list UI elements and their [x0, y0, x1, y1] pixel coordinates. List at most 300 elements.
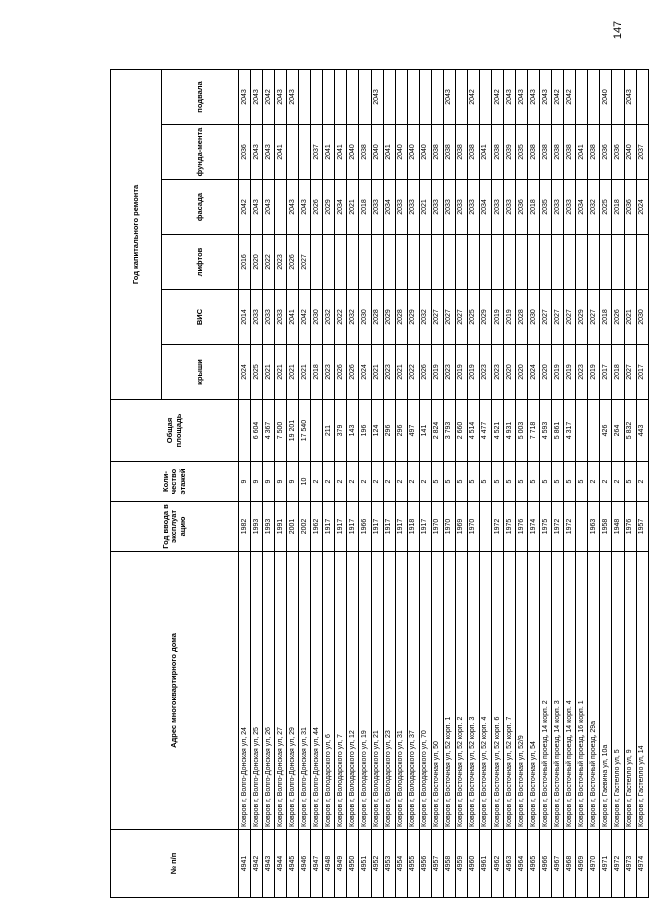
cell-year: 1976	[516, 502, 528, 552]
table-row	[311, 69, 323, 897]
cell-address: Ковров г, Володарского ул, 21	[371, 552, 383, 830]
cell-year: 1917	[335, 502, 347, 552]
cell-basement	[419, 69, 431, 124]
cell-foundation: 2041	[479, 125, 491, 180]
header-foundation: фунда-мента	[162, 125, 239, 180]
cell-roof: 2020	[504, 345, 516, 400]
cell-year: 1972	[552, 502, 564, 552]
header-repair-group: Год капитального ремонта	[111, 69, 162, 399]
cell-lifts	[504, 235, 516, 290]
cell-vis: 2029	[479, 290, 491, 345]
cell-foundation: 2036	[239, 125, 251, 180]
cell-address: Ковров г, Володарского ул, 37	[407, 552, 419, 830]
cell-facade: 2033	[491, 180, 503, 235]
table-row	[636, 69, 648, 897]
cell-num: 4959	[455, 830, 467, 898]
cell-num: 4964	[516, 830, 528, 898]
cell-foundation	[299, 125, 311, 180]
cell-address: Ковров г, Восточная ул, 52/9	[516, 552, 528, 830]
cell-area: 4 514	[467, 400, 479, 462]
cell-year: 1917	[419, 502, 431, 552]
cell-facade: 2033	[455, 180, 467, 235]
cell-lifts	[335, 235, 347, 290]
cell-address: Ковров г, Володарского ул, 6	[323, 552, 335, 830]
cell-address: Ковров г, Гаевина ул, 10а	[600, 552, 612, 830]
cell-num: 4967	[552, 830, 564, 898]
cell-facade: 2018	[359, 180, 371, 235]
cell-facade: 2033	[431, 180, 443, 235]
cell-basement: 2042	[491, 69, 503, 124]
cell-basement	[347, 69, 359, 124]
table-row	[239, 69, 251, 897]
table-row	[576, 69, 588, 897]
header-facade: фасада	[162, 180, 239, 235]
cell-floors: 2	[359, 462, 371, 502]
cell-floors: 5	[516, 462, 528, 502]
cell-num: 4966	[540, 830, 552, 898]
cell-vis: 2028	[516, 290, 528, 345]
cell-address: Ковров г, Волго-Донская ул, 24	[239, 552, 251, 830]
cell-floors: 2	[383, 462, 395, 502]
cell-foundation: 2043	[263, 125, 275, 180]
cell-area: 6 604	[251, 400, 263, 462]
cell-address: Ковров г, Волго-Донская ул, 27	[275, 552, 287, 830]
cell-address: Ковров г, Восточный проезд, 14 корп. 3	[552, 552, 564, 830]
cell-address: Ковров г, Володарского ул, 7	[335, 552, 347, 830]
cell-year: 1918	[407, 502, 419, 552]
cell-basement: 2042	[467, 69, 479, 124]
cell-basement: 2043	[516, 69, 528, 124]
cell-area: 143	[347, 400, 359, 462]
cell-basement	[636, 69, 648, 124]
cell-address: Ковров г, Володарского ул, 70	[419, 552, 431, 830]
table-row	[552, 69, 564, 897]
cell-year: 1969	[455, 502, 467, 552]
cell-roof: 2019	[588, 345, 600, 400]
cell-num: 4962	[491, 830, 503, 898]
cell-lifts: 2020	[251, 235, 263, 290]
cell-foundation: 2039	[504, 125, 516, 180]
cell-num: 4949	[335, 830, 347, 898]
cell-address: Ковров г, Володарского ул, 23	[383, 552, 395, 830]
cell-basement: 2043	[528, 69, 540, 124]
header-roof: крыши	[162, 345, 239, 400]
cell-num: 4942	[251, 830, 263, 898]
cell-floors: 2	[636, 462, 648, 502]
cell-foundation: 2038	[540, 125, 552, 180]
cell-foundation: 2037	[636, 125, 648, 180]
cell-area	[311, 400, 323, 462]
cell-vis: 2027	[443, 290, 455, 345]
cell-address: Ковров г, Володарского ул, 12	[347, 552, 359, 830]
cell-num: 4957	[431, 830, 443, 898]
table-row	[431, 69, 443, 897]
cell-address: Ковров г, Восточный проезд, 16 корп. 1	[576, 552, 588, 830]
cell-roof: 2023	[479, 345, 491, 400]
cell-roof: 2027	[624, 345, 636, 400]
cell-address: Ковров г, Володарского ул, 19	[359, 552, 371, 830]
cell-floors: 5	[564, 462, 576, 502]
cell-lifts	[419, 235, 431, 290]
cell-vis: 2029	[383, 290, 395, 345]
cell-roof: 2024	[528, 345, 540, 400]
cell-facade: 2021	[347, 180, 359, 235]
cell-vis: 2018	[600, 290, 612, 345]
cell-lifts	[383, 235, 395, 290]
cell-vis: 2019	[491, 290, 503, 345]
cell-basement	[479, 69, 491, 124]
cell-year: 1982	[239, 502, 251, 552]
cell-facade: 2026	[311, 180, 323, 235]
cell-address: Ковров г, Восточная ул, 52 корп. 2	[455, 552, 467, 830]
cell-address: Ковров г, Восточная ул, 52 корп. 4	[479, 552, 491, 830]
cell-basement: 2043	[239, 69, 251, 124]
cell-floors: 9	[239, 462, 251, 502]
cell-vis: 2041	[287, 290, 299, 345]
cell-vis: 2030	[636, 290, 648, 345]
cell-area: 7 500	[275, 400, 287, 462]
cell-foundation: 2038	[564, 125, 576, 180]
cell-year: 2001	[287, 502, 299, 552]
cell-address: Ковров г, Волго-Донская ул, 31	[299, 552, 311, 830]
cell-vis: 2022	[335, 290, 347, 345]
cell-foundation: 2036	[612, 125, 624, 180]
cell-area: 5 003	[516, 400, 528, 462]
cell-foundation: 2037	[311, 125, 323, 180]
cell-num: 4969	[576, 830, 588, 898]
cell-vis: 2028	[371, 290, 383, 345]
cell-num: 4974	[636, 830, 648, 898]
page-number-text: 147	[612, 20, 624, 40]
cell-vis: 2042	[299, 290, 311, 345]
cell-floors: 2	[419, 462, 431, 502]
cell-address: Ковров г, Восточная ул, 52 корп. 3	[467, 552, 479, 830]
table-body	[239, 69, 649, 897]
cell-floors: 5	[455, 462, 467, 502]
cell-foundation: 2041	[275, 125, 287, 180]
cell-num: 4951	[359, 830, 371, 898]
table-row	[479, 69, 491, 897]
cell-num: 4950	[347, 830, 359, 898]
table-row	[419, 69, 431, 897]
cell-year: 1917	[383, 502, 395, 552]
cell-year: 1966	[359, 502, 371, 552]
cell-floors: 5	[540, 462, 552, 502]
cell-roof: 2019	[564, 345, 576, 400]
cell-basement	[299, 69, 311, 124]
cell-num: 4947	[311, 830, 323, 898]
cell-num: 4955	[407, 830, 419, 898]
cell-facade: 2034	[383, 180, 395, 235]
cell-facade: 2033	[395, 180, 407, 235]
cell-year: 1917	[395, 502, 407, 552]
cell-num: 4968	[564, 830, 576, 898]
cell-foundation: 2040	[347, 125, 359, 180]
cell-lifts	[588, 235, 600, 290]
cell-facade: 2033	[443, 180, 455, 235]
cell-basement: 2043	[275, 69, 287, 124]
cell-vis: 2033	[275, 290, 287, 345]
cell-vis: 2028	[395, 290, 407, 345]
cell-lifts	[359, 235, 371, 290]
table-row	[299, 69, 311, 897]
cell-area: 124	[371, 400, 383, 462]
cell-basement	[323, 69, 335, 124]
cell-num: 4972	[612, 830, 624, 898]
cell-area: 5 861	[552, 400, 564, 462]
cell-foundation: 2035	[516, 125, 528, 180]
cell-year: 1975	[504, 502, 516, 552]
cell-vis: 2019	[504, 290, 516, 345]
cell-floors: 2	[600, 462, 612, 502]
cell-facade: 2043	[299, 180, 311, 235]
cell-lifts	[636, 235, 648, 290]
cell-facade: 2033	[371, 180, 383, 235]
cell-vis: 2032	[323, 290, 335, 345]
cell-year: 1917	[371, 502, 383, 552]
cell-floors: 9	[287, 462, 299, 502]
cell-roof: 2021	[275, 345, 287, 400]
header-year: Год ввода в эксплуат ацию	[111, 502, 239, 552]
cell-lifts	[443, 235, 455, 290]
cell-lifts	[612, 235, 624, 290]
cell-basement	[455, 69, 467, 124]
cell-foundation: 2041	[576, 125, 588, 180]
cell-basement	[407, 69, 419, 124]
header-lifts: лифтов	[162, 235, 239, 290]
cell-address: Ковров г, Волго-Донская ул, 44	[311, 552, 323, 830]
cell-basement: 2042	[263, 69, 275, 124]
cell-foundation: 2038	[359, 125, 371, 180]
cell-facade: 2018	[612, 180, 624, 235]
cell-area: 4 521	[491, 400, 503, 462]
table-row	[612, 69, 624, 897]
cell-vis: 2027	[564, 290, 576, 345]
cell-facade: 2033	[564, 180, 576, 235]
cell-vis: 2026	[612, 290, 624, 345]
cell-area: 443	[636, 400, 648, 462]
cell-vis: 2027	[588, 290, 600, 345]
cell-roof: 2021	[371, 345, 383, 400]
cell-address: Ковров г, Волго-Донская ул, 25	[251, 552, 263, 830]
cell-lifts	[467, 235, 479, 290]
cell-area: 19 201	[287, 400, 299, 462]
cell-floors: 5	[431, 462, 443, 502]
cell-basement: 2043	[624, 69, 636, 124]
cell-address: Ковров г, Восточная ул, 54	[528, 552, 540, 830]
cell-facade: 2043	[263, 180, 275, 235]
table-row	[467, 69, 479, 897]
cell-roof: 2020	[540, 345, 552, 400]
cell-lifts: 2022	[263, 235, 275, 290]
cell-year: 1970	[443, 502, 455, 552]
cell-num: 4953	[383, 830, 395, 898]
cell-roof: 2026	[335, 345, 347, 400]
cell-area: 141	[419, 400, 431, 462]
cell-vis: 2029	[407, 290, 419, 345]
table-row	[287, 69, 299, 897]
table-row	[564, 69, 576, 897]
cell-foundation: 2041	[383, 125, 395, 180]
page-number	[611, 12, 625, 48]
cell-lifts	[624, 235, 636, 290]
cell-vis: 2030	[528, 290, 540, 345]
cell-foundation: 2040	[419, 125, 431, 180]
cell-facade	[275, 180, 287, 235]
table-row	[455, 69, 467, 897]
cell-basement	[311, 69, 323, 124]
cell-year: 1958	[600, 502, 612, 552]
cell-facade: 2021	[419, 180, 431, 235]
cell-year: 1993	[251, 502, 263, 552]
cell-foundation: 2041	[323, 125, 335, 180]
table-row	[504, 69, 516, 897]
cell-facade: 2024	[636, 180, 648, 235]
cell-foundation: 2038	[455, 125, 467, 180]
cell-lifts	[516, 235, 528, 290]
cell-num: 4970	[588, 830, 600, 898]
cell-area: 296	[383, 400, 395, 462]
cell-foundation: 2040	[395, 125, 407, 180]
cell-num: 4956	[419, 830, 431, 898]
cell-basement: 2043	[504, 69, 516, 124]
cell-lifts	[371, 235, 383, 290]
cell-address: Ковров г, Володарского ул, 31	[395, 552, 407, 830]
table-row	[528, 69, 540, 897]
cell-roof: 2026	[347, 345, 359, 400]
cell-basement	[588, 69, 600, 124]
table-row	[516, 69, 528, 897]
cell-facade: 2035	[540, 180, 552, 235]
cell-basement: 2042	[552, 69, 564, 124]
cell-basement	[395, 69, 407, 124]
cell-lifts: 2026	[287, 235, 299, 290]
cell-roof: 2018	[311, 345, 323, 400]
cell-vis: 2032	[347, 290, 359, 345]
cell-year: 1974	[528, 502, 540, 552]
cell-area: 5 832	[624, 400, 636, 462]
cell-year: 1991	[275, 502, 287, 552]
cell-foundation: 2038	[528, 125, 540, 180]
cell-vis: 2029	[576, 290, 588, 345]
cell-basement	[359, 69, 371, 124]
cell-num: 4952	[371, 830, 383, 898]
cell-floors: 2	[588, 462, 600, 502]
cell-floors: 2	[407, 462, 419, 502]
cell-lifts	[311, 235, 323, 290]
cell-lifts: 2023	[275, 235, 287, 290]
cell-foundation: 2040	[407, 125, 419, 180]
table-row	[347, 69, 359, 897]
cell-roof: 2019	[431, 345, 443, 400]
cell-year: 1970	[467, 502, 479, 552]
cell-year: 1917	[323, 502, 335, 552]
cell-facade: 2029	[323, 180, 335, 235]
cell-area: 3 793	[443, 400, 455, 462]
cell-foundation: 2036	[600, 125, 612, 180]
cell-floors: 5	[467, 462, 479, 502]
cell-roof: 2019	[455, 345, 467, 400]
cell-area: 4 477	[479, 400, 491, 462]
cell-address: Ковров г, Волго-Донская ул, 26	[263, 552, 275, 830]
repair-schedule-table	[110, 69, 649, 898]
cell-address: Ковров г, Восточная ул, 52 корп. 6	[491, 552, 503, 830]
cell-basement	[383, 69, 395, 124]
cell-floors: 2	[347, 462, 359, 502]
cell-foundation: 2038	[467, 125, 479, 180]
cell-num: 4948	[323, 830, 335, 898]
cell-num: 4943	[263, 830, 275, 898]
cell-year: 1976	[624, 502, 636, 552]
cell-area: 211	[323, 400, 335, 462]
cell-floors: 5	[528, 462, 540, 502]
cell-foundation: 2038	[588, 125, 600, 180]
cell-facade: 2036	[516, 180, 528, 235]
cell-lifts	[576, 235, 588, 290]
cell-floors: 5	[443, 462, 455, 502]
cell-roof: 2026	[419, 345, 431, 400]
cell-area: 264	[612, 400, 624, 462]
cell-area: 4 931	[504, 400, 516, 462]
cell-foundation: 2040	[371, 125, 383, 180]
cell-roof: 2019	[467, 345, 479, 400]
cell-area: 2 824	[431, 400, 443, 462]
cell-vis: 2033	[263, 290, 275, 345]
cell-basement: 2043	[251, 69, 263, 124]
cell-facade: 2033	[552, 180, 564, 235]
cell-year: 2002	[299, 502, 311, 552]
cell-year	[576, 502, 588, 552]
cell-roof: 2021	[263, 345, 275, 400]
cell-area: 196	[359, 400, 371, 462]
cell-area: 4 367	[263, 400, 275, 462]
cell-facade: 2043	[287, 180, 299, 235]
cell-num: 4963	[504, 830, 516, 898]
cell-foundation: 2038	[431, 125, 443, 180]
cell-year: 1963	[588, 502, 600, 552]
cell-foundation	[287, 125, 299, 180]
cell-lifts	[347, 235, 359, 290]
cell-address: Ковров г, Гастелло ул, 14	[636, 552, 648, 830]
table-row	[588, 69, 600, 897]
cell-num: 4961	[479, 830, 491, 898]
cell-area: 7 718	[528, 400, 540, 462]
cell-facade: 2033	[407, 180, 419, 235]
cell-vis: 2030	[359, 290, 371, 345]
cell-roof: 2017	[636, 345, 648, 400]
cell-year: 1957	[636, 502, 648, 552]
cell-floors: 2	[335, 462, 347, 502]
cell-roof: 2018	[612, 345, 624, 400]
cell-roof: 2023	[323, 345, 335, 400]
cell-vis: 2027	[455, 290, 467, 345]
table-row	[540, 69, 552, 897]
cell-address: Ковров г, Гастелло ул, 5	[612, 552, 624, 830]
cell-address: Ковров г, Гастелло ул, 9	[624, 552, 636, 830]
cell-foundation: 2038	[491, 125, 503, 180]
cell-floors: 5	[552, 462, 564, 502]
repair-schedule-sheet	[110, 70, 646, 898]
cell-area: 497	[407, 400, 419, 462]
cell-basement: 2042	[564, 69, 576, 124]
cell-facade: 2033	[467, 180, 479, 235]
cell-year: 1962	[311, 502, 323, 552]
cell-num: 4965	[528, 830, 540, 898]
cell-vis: 2027	[431, 290, 443, 345]
cell-lifts: 2027	[299, 235, 311, 290]
table-row	[407, 69, 419, 897]
cell-vis: 2027	[552, 290, 564, 345]
